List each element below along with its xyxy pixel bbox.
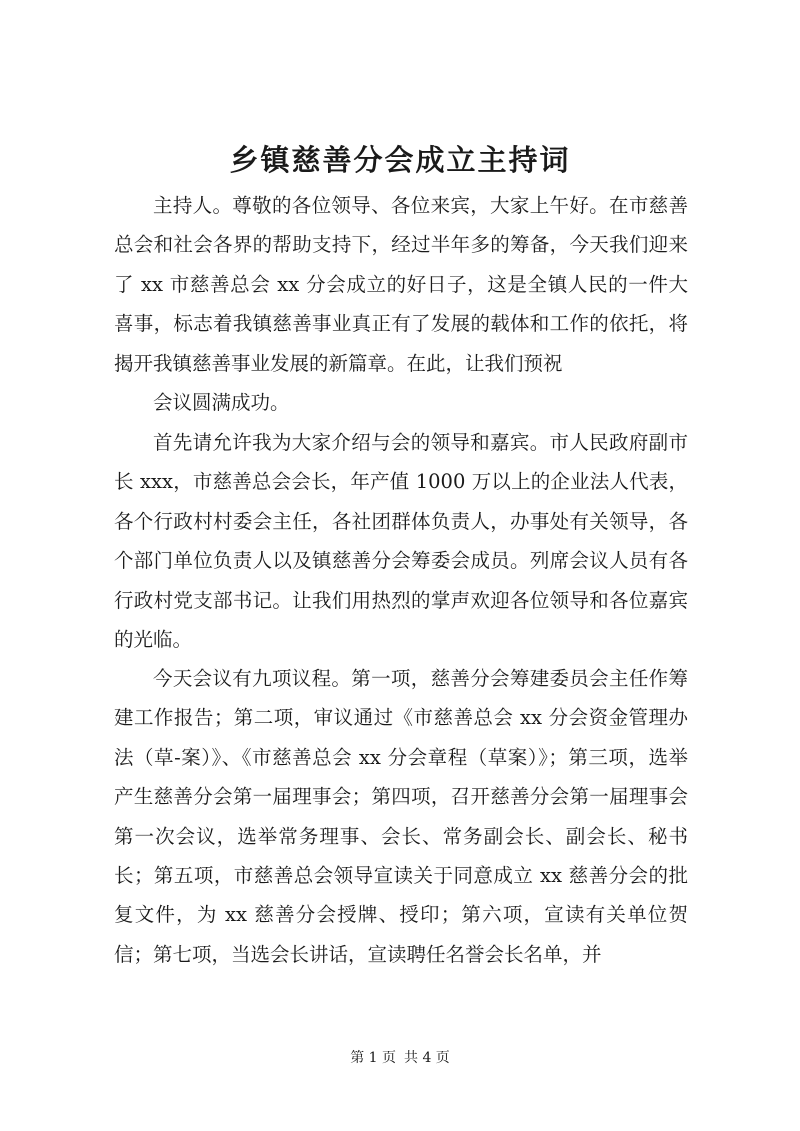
paragraph-guests: 首先请允许我为大家介绍与会的领导和嘉宾。市人民政府副市长 xxx，市慈善总会会长，年产值 1000 万以上的企业法人代表，各个行政村村委会主任，各社团群体负责人，办事处有关领导，各个部门单位负责人以及镇慈善分会筹委会成员。列席会议人员有各行政村党支部书记。让我们用热烈的掌声欢迎各位领导和各位嘉宾的光临。 (114, 431, 688, 652)
page-total: 共 4 页 (404, 1050, 450, 1066)
paragraph-agenda: 今天会议有九项议程。第一项，慈善分会筹建委员会主任作筹建工作报告；第二项，审议通过《市慈善总会 xx 分会资金管理办法（草-案）》、《市慈善总会 xx 分会章程（草案）》；第三项，选举产生慈善分会第一届理事会；第四项，召开慈善分会第一届理事会第一次会议，选举常务理事、会长、常务副会长、副会长、秘书长；第五项，市慈善总会领导宣读关于同意成立 xx 慈善分会的批复文件，为 xx 慈善分会授牌、授印；第六项，宣读有关单位贺信；第七项，当选会长讲话，宣读聘任名誉会长名单，并 (114, 667, 688, 966)
page-footer (0, 1048, 800, 1068)
paragraph-opening: 主持人。尊敬的各位领导、各位来宾，大家上午好。在市慈善总会和社会各界的帮助支持下，经过半年多的筹备，今天我们迎来了 xx 市慈善总会 xx 分会成立的好日子，这是全镇人民的一件大喜事，标志着我镇慈善事业真正有了发展的载体和工作的依托，将揭开我镇慈善事业发展的新篇章。在此，让我们预祝 (114, 194, 688, 375)
document-title: 乡镇慈善分会成立主持词 (229, 143, 571, 177)
page-number: 第 1 页 (350, 1050, 396, 1066)
paragraph-wish: 会议圆满成功。 (153, 391, 290, 414)
